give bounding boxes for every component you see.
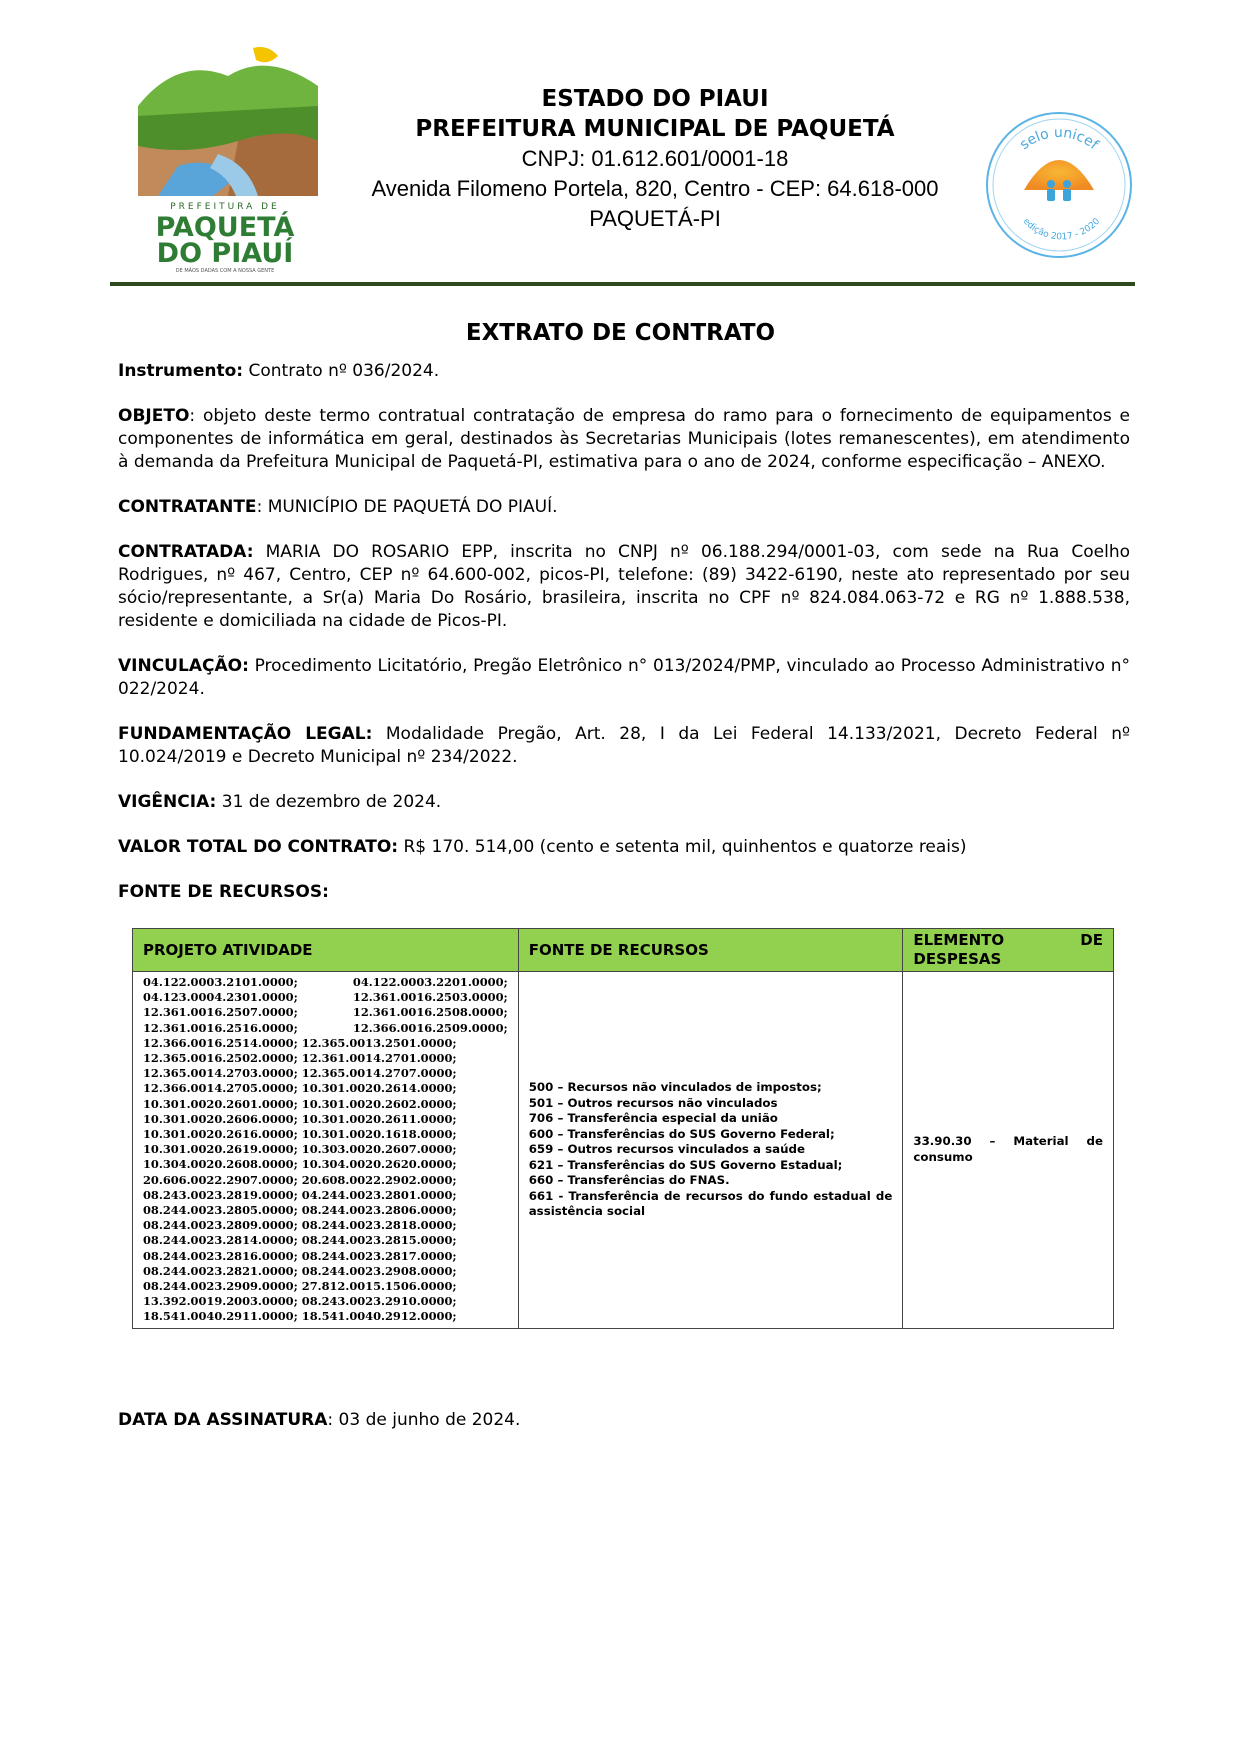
header-address: Avenida Filomeno Portela, 820, Centro - CEP: 64.618-000 (371, 176, 939, 201)
objeto-paragraph (118, 405, 1130, 474)
instrumento-paragraph (118, 360, 1130, 383)
code-line: 08.244.0023.2909.0000; 27.812.0015.1506.0000; (143, 1279, 457, 1294)
header-despesas-word: DESPESAS (913, 950, 1002, 968)
vinculacao-text: Procedimento Licitatório, Pregão Eletrônico n° 013/2024/PMP, vinculado ao Processo Administrativo n° 022/2024. (118, 656, 1130, 699)
document-title: EXTRATO DE CONTRATO (465, 320, 776, 346)
fonte-label: FONTE DE RECURSOS: (118, 882, 329, 902)
document-body (118, 360, 1130, 926)
code-item: 04.122.0003.2101.0000; (143, 975, 298, 989)
valor-label: VALOR TOTAL DO CONTRATO: (118, 837, 399, 857)
objeto-label: OBJETO (118, 406, 190, 426)
fonte-item: 659 – Outros recursos vinculados a saúde (528, 1142, 805, 1157)
valor-paragraph (118, 836, 1130, 859)
code-item: 12.361.0016.2508.0000; (352, 1005, 508, 1020)
code-line: 10.304.0020.2608.0000; 10.304.0020.2620.0000; (143, 1157, 457, 1172)
header-block (330, 84, 980, 234)
code-line: 12.366.0014.2705.0000; 10.301.0020.2614.0000; (143, 1081, 457, 1096)
valor-text: R$ 170. 514,00 (cento e setenta mil, quinhentos e quatorze reais) (398, 837, 967, 857)
elemento-despesa-cell (903, 972, 1114, 1329)
unicef-seal (984, 110, 1134, 260)
resources-table (132, 928, 1114, 1329)
fundamentacao-text: Modalidade Pregão, Art. 28, I da Lei Federal 14.133/2021, Decreto Federal nº 10.024/2019 e Decreto Municipal nº 234/2022. (118, 724, 1130, 767)
fonte-item: 621 – Transferências do SUS Governo Estadual; (528, 1157, 843, 1172)
contratada-paragraph (118, 541, 1130, 633)
table-row (133, 972, 1114, 1329)
code-line: 08.244.0023.2814.0000; 08.244.0023.2815.0000; (143, 1233, 457, 1248)
seal-bottom-text: edição 2017 - 2020 (1020, 216, 1103, 243)
assinatura-text: : 03 de junho de 2024. (327, 1410, 521, 1430)
code-line: 08.243.0023.2819.0000; 04.244.0023.2801.0000; (143, 1187, 457, 1202)
header-divider (110, 282, 1135, 286)
header-city: PAQUETÁ-PI (589, 206, 721, 231)
fonte-item: 500 – Recursos não vinculados de impostos; (528, 1080, 822, 1095)
fonte-item: 600 – Transferências do SUS Governo Federal; (528, 1126, 835, 1141)
code-row (143, 990, 508, 1005)
vigencia-paragraph (118, 791, 1130, 814)
vinculacao-label: VINCULAÇÃO: (118, 656, 249, 676)
vinculacao-paragraph (118, 655, 1130, 701)
code-line: 10.301.0020.2601.0000; 10.301.0020.2602.0000; (143, 1096, 457, 1111)
logo-tagline: DE MÃOS DADAS COM A NOSSA GENTE (175, 268, 275, 272)
vigencia-text: 31 de dezembro de 2024. (216, 792, 442, 812)
fonte-item: 660 – Transferências do FNAS. (528, 1173, 730, 1188)
code-row (143, 1021, 508, 1036)
logo-line2: DO PIAUÍ (156, 238, 294, 269)
header-fonte-recursos: FONTE DE RECURSOS (518, 929, 903, 972)
code-line: 13.392.0019.2003.0000; 08.243.0023.2910.0000; (143, 1294, 457, 1309)
objeto-text: : objeto deste termo contratual contratação de empresa do ramo para o fornecimento de equipamentos e componentes de informática em geral, destinados às Secretarias Municipais (lotes remanescentes), em atendimento à demanda da Prefeitura Municipal de Paquetá-PI, estimativa para o ano de 2024, conforme especificação – ANEXO. (118, 406, 1130, 472)
code-item: 12.361.0016.2507.0000; (143, 1005, 298, 1020)
header-projeto-atividade: PROJETO ATIVIDADE (133, 929, 519, 972)
table-header-row (133, 929, 1114, 972)
code-line: 08.244.0023.2805.0000; 08.244.0023.2806.0000; (143, 1203, 457, 1218)
code-line: 08.244.0023.2821.0000; 08.244.0023.2908.0000; (143, 1263, 457, 1278)
code-line: 10.301.0020.2619.0000; 10.303.0020.2607.0000; (143, 1142, 457, 1157)
code-line: 12.365.0014.2703.0000; 12.365.0014.2707.0000; (143, 1066, 457, 1081)
code-item: 04.123.0004.2301.0000; (143, 990, 298, 1005)
fundamentacao-paragraph (118, 723, 1130, 769)
code-item: 12.361.0016.2503.0000; (352, 990, 508, 1005)
assinatura-label: DATA DA ASSINATURA (118, 1410, 328, 1430)
header-cnpj: CNPJ: 01.612.601/0001-18 (521, 146, 789, 171)
code-line: 12.365.0016.2502.0000; 12.361.0014.2701.0000; (143, 1051, 457, 1066)
code-row (143, 975, 508, 990)
header-state: ESTADO DO PIAUI (541, 86, 769, 112)
code-line: 10.301.0020.2616.0000; 10.301.0020.1618.0000; (143, 1127, 457, 1142)
header-elemento-word: ELEMENTO (913, 931, 1005, 949)
signature-date (118, 1410, 520, 1430)
header-prefeitura: PREFEITURA MUNICIPAL DE PAQUETÁ (415, 116, 895, 142)
fonte-recursos-cell (518, 972, 903, 1329)
fonte-item: 501 – Outros recursos não vinculados (528, 1095, 778, 1110)
header-de-word: DE (1080, 931, 1103, 949)
instrumento-text: Contrato nº 036/2024. (243, 361, 440, 381)
code-line: 12.366.0016.2514.0000; 12.365.0013.2501.0000; (143, 1035, 457, 1050)
contratante-paragraph (118, 496, 1130, 519)
fonte-item: 661 - Transferência de recursos do fundo estadual de assistência social (528, 1188, 893, 1219)
contratante-label: CONTRATANTE (118, 497, 257, 517)
code-line: 18.541.0040.2911.0000; 18.541.0040.2912.0000; (143, 1309, 457, 1324)
vigencia-label: VIGÊNCIA: (118, 792, 217, 812)
contratada-text: MARIA DO ROSARIO EPP, inscrita no CNPJ nº 06.188.294/0001-03, com sede na Rua Coelho Rodrigues, nº 467, Centro, CEP nº 64.600-002, picos-PI, telefone: (89) 3422-6190, neste ato representado por seu sócio/representante, a Sr(a) Maria Do Rosário, brasileira, inscrita no CPF nº 824.084.063-72 e RG nº 1.888.538, residente e domiciliada na cidade de Picos-PI. (118, 542, 1130, 631)
fonte-heading (118, 881, 1130, 904)
fonte-item: 706 – Transferência especial da união (528, 1111, 778, 1126)
code-line: 10.301.0020.2606.0000; 10.301.0020.2611.0000; (143, 1111, 457, 1126)
seal-top-text: selo unicef (1016, 124, 1102, 154)
logo-line1: PAQUETÁ (155, 212, 295, 243)
code-line: 20.606.0022.2907.0000; 20.608.0022.2902.0000; (143, 1172, 457, 1187)
code-row (143, 1005, 508, 1020)
code-line: 08.244.0023.2816.0000; 08.244.0023.2817.0000; (143, 1248, 457, 1263)
code-line: 08.244.0023.2809.0000; 08.244.0023.2818.0000; (143, 1218, 457, 1233)
header-elemento-despesas (903, 929, 1114, 972)
fundamentacao-label: FUNDAMENTAÇÃO LEGAL: (118, 724, 373, 744)
projeto-atividade-cell (133, 972, 519, 1329)
elemento-value: 33.90.30 – Material de consumo (913, 1134, 1103, 1164)
instrumento-label: Instrumento: (118, 361, 244, 381)
contratada-label: CONTRATADA: (118, 542, 254, 562)
code-item: 12.366.0016.2509.0000; (352, 1020, 508, 1035)
code-item: 04.122.0003.2201.0000; (352, 975, 508, 989)
logo-small-text: PREFEITURA DE (170, 202, 280, 212)
prefeitura-logo (118, 46, 332, 272)
contratante-text: : MUNICÍPIO DE PAQUETÁ DO PIAUÍ. (256, 497, 558, 517)
code-item: 12.361.0016.2516.0000; (143, 1020, 298, 1035)
